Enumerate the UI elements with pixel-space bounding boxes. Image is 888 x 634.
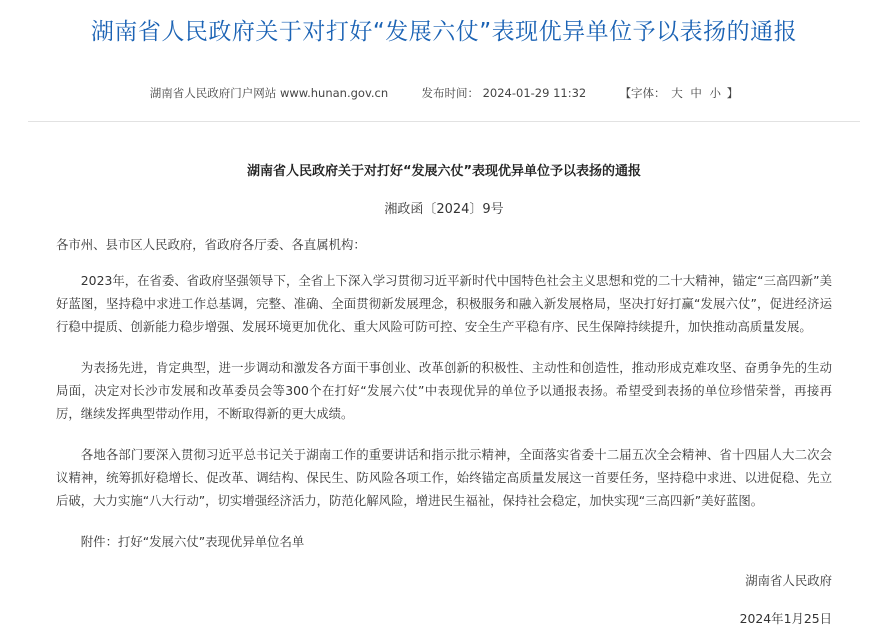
article-meta-bar [0,84,888,102]
font-size-switch [620,86,739,100]
font-switch-close: 】 [726,86,739,100]
font-switch-open: 【字体： [619,86,666,100]
document-title: 湖南省人民政府关于对打好“发展六仗”表现优异单位予以表扬的通报 [246,164,642,179]
header-divider [28,121,860,122]
source-label: 湖南省人民政府门户网站 www.hunan.gov.cn [149,86,389,100]
attachment-note: 附件：打好“发展六仗”表现优异单位名单 [80,534,305,549]
document-body [56,233,832,553]
issue-date: 2024年1月25日 [739,611,832,626]
body-paragraph: 各地各部门要深入贯彻习近平总书记关于湖南工作的重要讲话和指示批示精神，全面落实省委十二届五次全会精神、省十四届人大二次会议精神，统筹抓好稳增长、促改革、调结构、保民生、防风险各项工作，始终锚定高质量发展这一首要任务，坚持稳中求进、以进促稳、先立后破，大力实施“八大行动”，切实增强经济活力，防范化解风险，增进民生福祉，保持社会稳定，加快实现“三高四新”美好蓝图。 [56,447,832,508]
issuer-signature: 湖南省人民政府 [745,573,832,588]
publish-time: 2024-01-29 11:32 [482,86,587,100]
body-paragraph: 2023年，在省委、省政府坚强领导下，全省上下深入学习贯彻习近平新时代中国特色社会主义思想和党的二十大精神，锚定“三高四新”美好蓝图，坚持稳中求进工作总基调，完整、准确、全面贯彻新发展理念，积极服务和融入新发展格局，坚决打好打赢“发展六仗”，促进经济运行稳中提质、创新能力稳步增强、发展环境更加优化、重大风险可防可控、安全生产平稳有序、民生保障持续提升，加快推动高质量发展。 [56,273,832,334]
body-paragraph: 为表扬先进，肯定典型，进一步调动和激发各方面干事创业、改革创新的积极性、主动性和创造性，推动形成克难攻坚、奋勇争先的生动局面，决定对长沙市发展和改革委员会等300个在打好“发展六仗”中表现优异的单位予以通报表扬。希望受到表扬的单位珍惜荣誉，再接再厉，继续发挥典型带动作用，不断取得新的更大成绩。 [56,360,832,421]
publish-time-label: 发布时间： [421,86,479,100]
page-title: 湖南省人民政府关于对打好“发展六仗”表现优异单位予以表扬的通报 [90,19,798,45]
salutation: 各市州、县市区人民政府，省政府各厅委、各直属机构： [56,237,366,252]
document-number: 湘政函〔2024〕9号 [384,202,504,217]
font-size-large-link[interactable]: 大 [671,86,683,100]
font-size-small-link[interactable]: 小 [709,86,722,100]
font-size-medium-link[interactable]: 中 [690,86,702,100]
